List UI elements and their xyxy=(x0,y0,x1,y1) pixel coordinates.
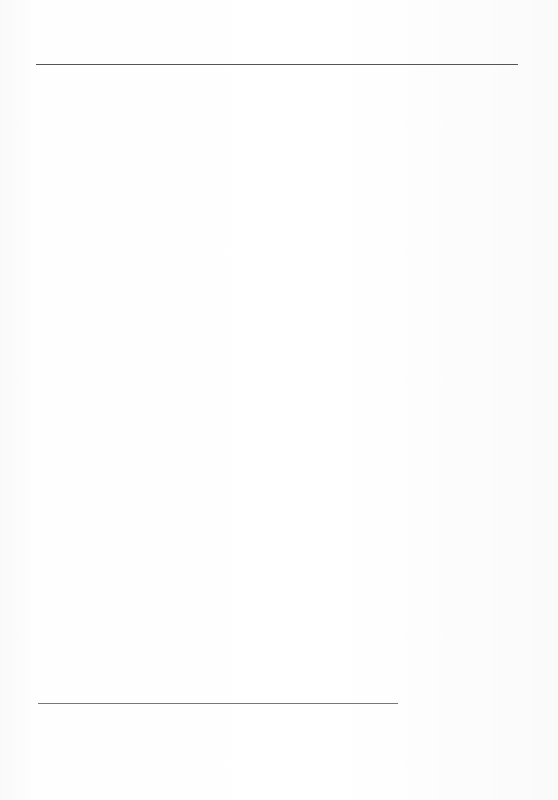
legend-divider xyxy=(38,703,398,704)
